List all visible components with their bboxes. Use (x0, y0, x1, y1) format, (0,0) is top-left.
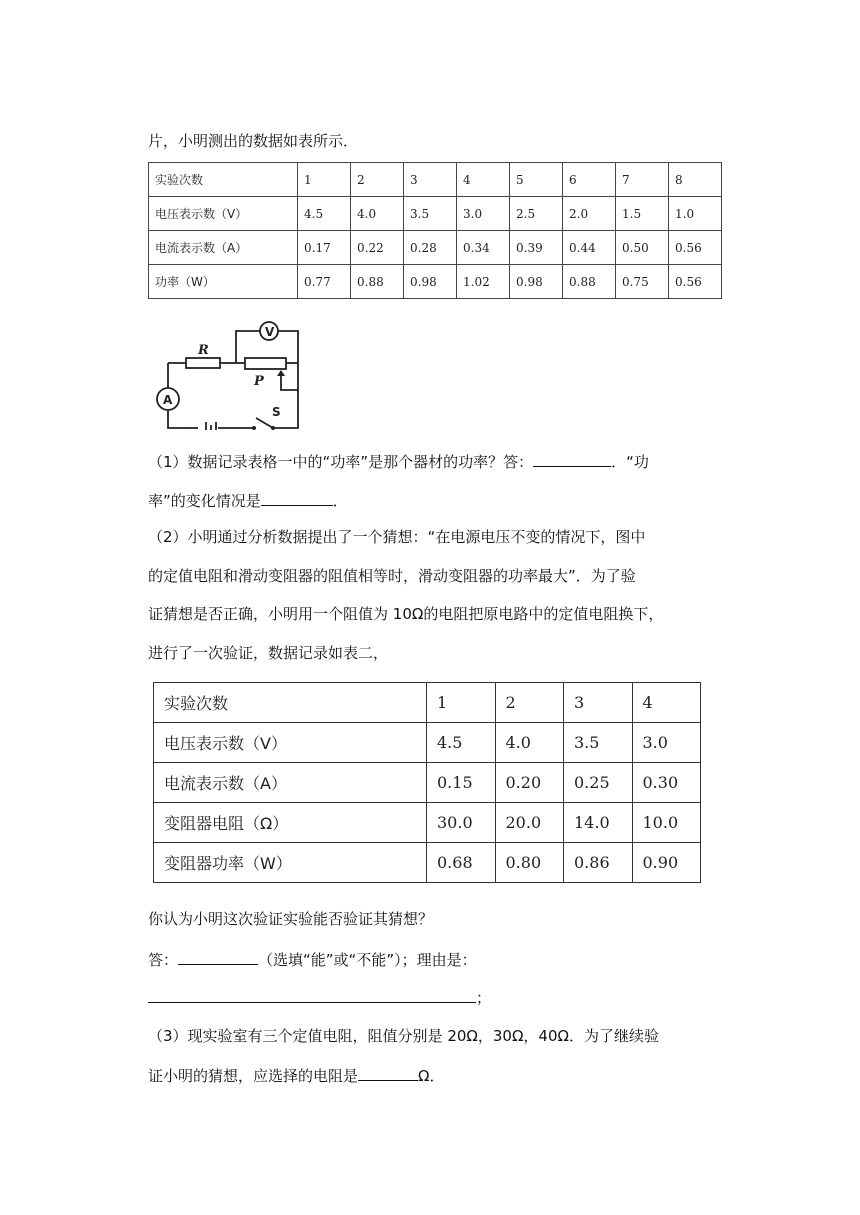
answer-blank-1 (533, 450, 611, 467)
table-cell: 5 (510, 163, 563, 197)
table-cell: 3 (564, 683, 633, 723)
table-cell: 4.5 (427, 723, 496, 763)
voltmeter-label: V (265, 325, 275, 339)
table-cell: 30.0 (427, 803, 496, 843)
table-cell: 0.28 (404, 231, 457, 265)
table-cell: 4.0 (495, 723, 564, 763)
table-cell: 2 (495, 683, 564, 723)
table-cell: 3.0 (457, 197, 510, 231)
table-cell: 0.30 (632, 763, 701, 803)
q1-line1: （1）数据记录表格一中的“功率”是那个器材的功率？答： ．“功 (148, 450, 649, 472)
table-cell: 0.44 (563, 231, 616, 265)
table-cell: 0.39 (510, 231, 563, 265)
table-cell: 0.98 (510, 265, 563, 299)
table-cell: 14.0 (564, 803, 633, 843)
table-cell: 1 (298, 163, 351, 197)
table-cell: 0.88 (351, 265, 404, 299)
q2-line1: （2）小明通过分析数据提出了一个猜想：“在电源电压不变的情况下，图中 (148, 528, 646, 546)
row-header: 实验次数 (149, 163, 298, 197)
table-cell: 0.80 (495, 843, 564, 883)
row-header: 变阻器功率（W） (154, 843, 427, 883)
q3-line2: 证小明的猜想，应选择的电阻是 Ω． (148, 1064, 444, 1086)
table-cell: 2.5 (510, 197, 563, 231)
data-table-1 (148, 162, 722, 299)
intro-text: 片，小明测出的数据如表所示． (148, 132, 359, 150)
table-cell: 3.5 (404, 197, 457, 231)
table-cell: 4 (457, 163, 510, 197)
table-cell: 2 (351, 163, 404, 197)
slider-label: P (254, 374, 264, 389)
data-table-2 (153, 682, 701, 883)
table-cell: 0.17 (298, 231, 351, 265)
table-cell: 3 (404, 163, 457, 197)
resistor-label: R (198, 343, 209, 358)
table-cell: 0.22 (351, 231, 404, 265)
table-cell: 1 (427, 683, 496, 723)
table-row (154, 843, 701, 883)
q2-ask: 你认为小明这次验证实验能否验证其猜想？ (148, 910, 434, 928)
table-cell: 0.86 (564, 843, 633, 883)
table-row (149, 265, 722, 299)
table-cell: 0.88 (563, 265, 616, 299)
table-cell: 0.15 (427, 763, 496, 803)
table-cell: 0.56 (669, 265, 722, 299)
q3-line1: （3）现实验室有三个定值电阻，阻值分别是 20Ω，30Ω，40Ω．为了继续验 (148, 1027, 659, 1045)
table-cell: 20.0 (495, 803, 564, 843)
q2-reason-line: ； (148, 986, 491, 1008)
answer-blank-2 (261, 489, 333, 506)
table-cell: 10.0 (632, 803, 701, 843)
table-row (149, 163, 722, 197)
circuit-diagram (148, 318, 308, 430)
table-row (149, 197, 722, 231)
table-cell: 0.77 (298, 265, 351, 299)
row-header: 电压表示数（V） (149, 197, 298, 231)
table-row (154, 763, 701, 803)
table-cell: 6 (563, 163, 616, 197)
table-cell: 0.25 (564, 763, 633, 803)
table-cell: 0.20 (495, 763, 564, 803)
table-cell: 4.5 (298, 197, 351, 231)
q2-answer-line: 答： （选填“能”或“不能”）；理由是： (148, 948, 477, 970)
row-header: 实验次数 (154, 683, 427, 723)
answer-blank-5 (358, 1064, 418, 1081)
answer-blank-3 (178, 948, 258, 965)
row-header: 电压表示数（V） (154, 723, 427, 763)
q2-line3: 证猜想是否正确，小明用一个阻值为 10Ω的电阻把原电路中的定值电阻换下， (148, 605, 664, 623)
table-cell: 1.0 (669, 197, 722, 231)
table-cell: 1.02 (457, 265, 510, 299)
table-cell: 0.68 (427, 843, 496, 883)
row-header: 功率（W） (149, 265, 298, 299)
table-cell: 1.5 (616, 197, 669, 231)
row-header: 电流表示数（A） (154, 763, 427, 803)
row-header: 变阻器电阻（Ω） (154, 803, 427, 843)
table-row (154, 683, 701, 723)
table-cell: 4 (632, 683, 701, 723)
table-row (154, 723, 701, 763)
table-cell: 7 (616, 163, 669, 197)
table-row (149, 231, 722, 265)
q1-line2: 率”的变化情况是 ． (148, 489, 348, 511)
table-cell: 4.0 (351, 197, 404, 231)
table-cell: 0.50 (616, 231, 669, 265)
table-cell: 0.90 (632, 843, 701, 883)
table-cell: 3.0 (632, 723, 701, 763)
ammeter-label: A (163, 393, 173, 407)
switch-label: S (272, 405, 281, 419)
table-cell: 0.98 (404, 265, 457, 299)
answer-blank-4 (148, 986, 476, 1003)
table-cell: 0.34 (457, 231, 510, 265)
table-cell: 8 (669, 163, 722, 197)
table-cell: 2.0 (563, 197, 616, 231)
q2-line4: 进行了一次验证，数据记录如表二， (148, 644, 389, 662)
table-row (154, 803, 701, 843)
table-cell: 0.75 (616, 265, 669, 299)
q2-line2: 的定值电阻和滑动变阻器的阻值相等时，滑动变阻器的功率最大”．为了验 (148, 567, 636, 585)
row-header: 电流表示数（A） (149, 231, 298, 265)
table-cell: 3.5 (564, 723, 633, 763)
table-cell: 0.56 (669, 231, 722, 265)
